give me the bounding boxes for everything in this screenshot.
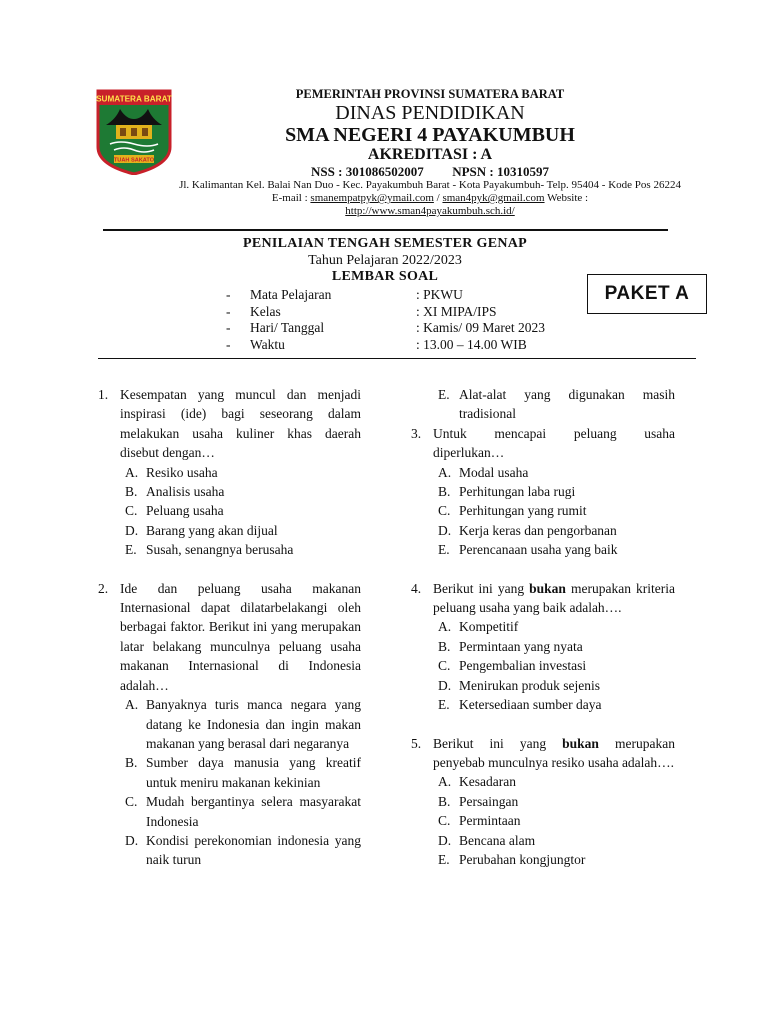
option-letter: D. [125, 832, 139, 848]
answer-option [433, 521, 675, 540]
question-2 [98, 579, 361, 870]
question-text [433, 734, 675, 773]
option-letter: E. [438, 697, 450, 713]
answer-option [120, 753, 361, 792]
option-text: Permintaan yang nyata [459, 638, 583, 654]
option-letter: B. [125, 755, 138, 771]
info-label: Kelas [250, 304, 281, 319]
question-text: Ide dan peluang usaha makanan Internasional dapat dilatarbelakangi oleh berbagai faktor. Berikut ini yang merupakan latar belakang munculnya peluang usaha makanan Internasional di Indonesia adalah… [120, 580, 361, 693]
option-letter: C. [438, 813, 451, 829]
option-letter: B. [438, 793, 451, 809]
question-1 [98, 385, 361, 560]
option-letter: D. [125, 522, 139, 538]
answer-option [120, 831, 361, 870]
answer-option [433, 811, 675, 830]
government-name: PEMERINTAH PROVINSI SUMATERA BARAT [295, 87, 565, 101]
option-text: Resiko usaha [146, 464, 218, 480]
option-letter: A. [438, 464, 452, 480]
info-label: Hari/ Tanggal [250, 320, 325, 335]
info-value: : XI MIPA/IPS [416, 304, 497, 319]
school-address: Jl. Kalimantan Kel. Balai Nan Duo - Kec. Payakumbuh Barat - Kota Payakumbuh- Telp. 95404 - Kode Pos 26224 [179, 179, 681, 191]
info-dash: - [226, 337, 231, 352]
answer-option [120, 695, 361, 753]
nss-number: NSS : 301086502007 [311, 164, 424, 179]
email-link-2[interactable]: sman4pyk@gmail.com [442, 192, 545, 204]
answer-option [433, 772, 675, 791]
info-dash: - [226, 287, 231, 302]
question-text: Untuk mencapai peluang usaha diperlukan… [433, 425, 675, 461]
question-text-part: merupakan kriteria peluang usaha yang baik adalah…. [433, 580, 675, 616]
header-divider [98, 358, 696, 359]
option-text: Perhitungan yang rumit [459, 503, 587, 519]
option-text: Peluang usaha [146, 503, 224, 519]
question-4 [411, 579, 675, 715]
package-box: PAKET A [587, 274, 707, 314]
question-2-continued [411, 385, 675, 424]
info-label: Mata Pelajaran [250, 287, 332, 302]
option-letter: C. [125, 794, 138, 810]
answer-option [433, 617, 675, 636]
option-text: Kompetitif [459, 619, 519, 635]
option-text: Kondisi perekonomian indonesia yang naik turun [146, 832, 361, 868]
question-emphasis: bukan [562, 735, 599, 751]
answer-option [433, 540, 675, 559]
academic-year: Tahun Pelajaran 2022/2023 [308, 253, 462, 268]
sheet-title: LEMBAR SOAL [331, 269, 439, 284]
option-text: Alat-alat yang digunakan masih tradisional [459, 387, 675, 422]
agency-name: DINAS PENDIDIKAN [335, 102, 525, 124]
email-link-1[interactable]: smanempatpyk@ymail.com [310, 192, 434, 204]
questions-left-column [98, 385, 361, 870]
question-5 [411, 734, 675, 870]
email-separator: / [436, 192, 440, 204]
option-text: Persaingan [459, 793, 519, 809]
answer-option [433, 501, 675, 520]
answer-option [120, 501, 361, 520]
option-text: Perubahan kongjungtor [459, 851, 586, 867]
contact-line [120, 192, 740, 204]
option-letter: B. [438, 484, 451, 500]
question-text [433, 579, 675, 618]
option-text: Susah, senangnya berusaha [146, 542, 294, 558]
question-text-part: Berikut ini yang [433, 580, 530, 596]
exam-title: PENILAIAN TENGAH SEMESTER GENAP [242, 236, 528, 251]
option-letter: E. [438, 387, 450, 402]
option-letter: A. [438, 619, 452, 635]
website-line [120, 205, 740, 217]
info-dash: - [226, 320, 231, 335]
email-label: E-mail : [271, 192, 308, 204]
answer-option [120, 521, 361, 540]
info-value: : 13.00 – 14.00 WIB [416, 337, 527, 352]
option-letter: C. [125, 503, 138, 519]
info-value: : Kamis/ 09 Maret 2023 [416, 320, 545, 335]
option-text: Barang yang akan dijual [146, 522, 278, 538]
question-text-part: Berikut ini yang [433, 735, 563, 751]
option-text: Ketersediaan sumber daya [459, 697, 602, 713]
npsn-number: NPSN : 10310597 [452, 164, 549, 179]
option-text: Kerja keras dan pengorbanan [459, 522, 617, 538]
answer-option [433, 850, 675, 869]
answer-option [433, 385, 675, 424]
question-emphasis: bukan [529, 580, 566, 596]
option-text: Menirukan produk sejenis [459, 677, 600, 693]
answer-option [433, 792, 675, 811]
option-letter: A. [125, 697, 139, 713]
option-letter: A. [125, 464, 139, 480]
info-label: Waktu [250, 337, 285, 352]
answer-option [433, 676, 675, 695]
question-number: 5. [411, 735, 422, 751]
questions-right-column [411, 385, 675, 869]
answer-option [433, 831, 675, 850]
info-value: : PKWU [416, 287, 463, 302]
option-text: Permintaan [459, 813, 521, 829]
option-letter: B. [438, 638, 451, 654]
option-text: Banyaknya turis manca negara yang datang ke Indonesia dan ingin makan makanan yang berasal dari negaranya [146, 697, 361, 751]
answer-option [120, 792, 361, 831]
option-text: Perencanaan usaha yang baik [459, 542, 618, 558]
question-number: 2. [98, 580, 109, 596]
info-dash: - [226, 304, 231, 319]
option-letter: D. [438, 677, 452, 693]
answer-option [433, 463, 675, 482]
option-text: Pengembalian investasi [459, 658, 587, 674]
option-letter: C. [438, 658, 451, 674]
option-letter: B. [125, 484, 138, 500]
option-letter: D. [438, 832, 452, 848]
school-name: SMA NEGERI 4 PAYAKUMBUH [285, 124, 575, 146]
answer-option [433, 656, 675, 675]
accreditation: AKREDITASI : A [367, 146, 493, 163]
logo-banner-text: SUMATERA BARAT [96, 94, 172, 104]
question-number: 3. [411, 425, 422, 441]
question-number: 1. [98, 387, 109, 402]
option-letter: A. [438, 774, 452, 790]
question-text: Kesempatan yang muncul dan menjadi inspirasi (ide) bagi seseorang dalam melakukan usaha kuliner khas daerah disebut dengan… [120, 387, 361, 461]
answer-option [433, 695, 675, 714]
answer-option [120, 463, 361, 482]
question-number: 4. [411, 580, 422, 596]
option-letter: D. [438, 522, 452, 538]
answer-option [433, 637, 675, 656]
option-text: Bencana alam [459, 832, 536, 848]
option-letter: C. [438, 503, 451, 519]
website-link[interactable]: http://www.sman4payakumbuh.sch.id/ [345, 205, 515, 217]
logo-motto-text: TUAH SAKATO [113, 157, 155, 164]
answer-option [120, 540, 361, 559]
question-3 [411, 424, 675, 560]
question-text-part: merupakan penyebab munculnya resiko usaha adalah…. [433, 735, 675, 770]
option-letter: E. [438, 851, 450, 867]
school-ids [120, 164, 740, 180]
option-text: Kesadaran [459, 774, 516, 790]
option-text: Perhitungan laba rugi [459, 484, 576, 500]
option-text: Mudah bergantinya selera masyarakat Indonesia [146, 794, 361, 829]
option-text: Sumber daya manusia yang kreatif untuk meniru makanan kekinian [146, 755, 361, 790]
letterhead-divider [103, 229, 668, 231]
option-letter: E. [125, 542, 137, 558]
option-text: Modal usaha [459, 464, 529, 480]
answer-option [433, 482, 675, 501]
option-text: Analisis usaha [146, 484, 225, 500]
website-label: Website : [547, 192, 589, 204]
answer-option [120, 482, 361, 501]
option-letter: E. [438, 542, 450, 558]
